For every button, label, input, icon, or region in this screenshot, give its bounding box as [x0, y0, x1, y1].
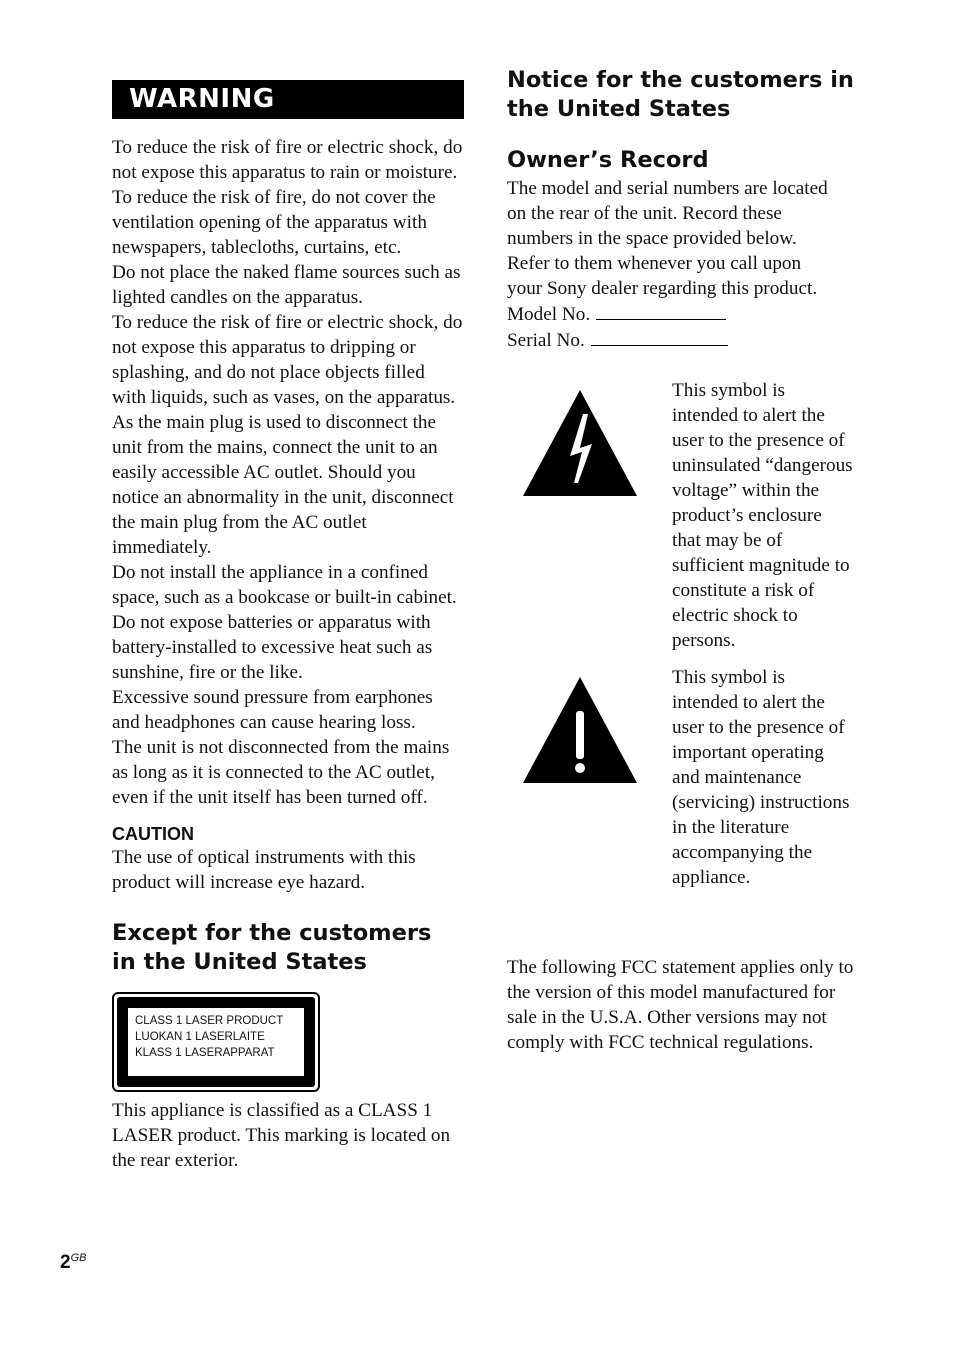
- right-column: [507, 66, 859, 1055]
- serial-number-field: [507, 327, 859, 353]
- owners-record-heading: Owner’s Record: [507, 147, 709, 173]
- laser-class-label: [112, 992, 320, 1092]
- exclamation-symbol-text: This symbol is intended to alert the user to the presence of important operating and maintenance (servicing) instructions in the literature accompanying the appliance.: [672, 667, 850, 888]
- lightning-warning-icon: [520, 386, 640, 498]
- page-number-value: 2: [60, 1252, 71, 1273]
- page-number: [60, 1252, 86, 1274]
- laser-label-line: KLASS 1 LASERAPPARAT: [135, 1047, 275, 1059]
- model-number-field: [507, 301, 859, 327]
- serial-number-blank: [591, 327, 728, 346]
- warning-text: To reduce the risk of fire or electric shock, do not expose this apparatus to rain or moisture. To reduce the risk of fire, do not cover the ventilation opening of the apparatus with newspapers, tablecloths, curtains, etc. Do not place the naked flame sources such as lighted candles on the apparatus. To reduce the risk of fire or electric shock, do not expose this apparatus to dripping or splashing, and do not place objects filled with liquids, such as vases, on the apparatus. As the main plug is used to disconnect the unit from the mains, connect the unit to an easily accessible AC outlet. Should you notice an abnormality in the unit, disconnect the main plug from the AC outlet immediately. Do not install the appliance in a confined space, such as a bookcase or built-in cabinet. Do not expose batteries or apparatus with battery-installed to excessive heat such as sunshine, fire or the like. Excessive sound pressure from earphones and headphones can cause hearing loss. The unit is not disconnected from the mains as long as it is connected to the AC outlet, even if the unit itself has been turned off.: [112, 137, 463, 808]
- lightning-symbol-text: This symbol is intended to alert the user to the presence of uninsulated “dangerous voltage” within the product’s enclosure that may be of sufficient magnitude to constitute a risk of electric shock to persons.: [672, 380, 853, 651]
- except-heading: Except for the customers in the United States: [112, 920, 432, 975]
- laser-label-line: CLASS 1 LASER PRODUCT: [135, 1015, 284, 1027]
- caution-text: The use of optical instruments with this product will increase eye hazard.: [112, 847, 416, 893]
- fcc-statement: The following FCC statement applies only to the version of this model manufactured for sale in the U.S.A. Other versions may not comply with FCC technical regulations.: [507, 957, 854, 1053]
- page-number-suffix: GB: [70, 1252, 87, 1264]
- model-number-label: Model No.: [507, 304, 591, 325]
- notice-heading: Notice for the customers in the United States: [507, 67, 854, 122]
- left-column: [112, 80, 464, 1173]
- serial-number-label: Serial No.: [507, 330, 585, 351]
- model-number-blank: [596, 301, 726, 320]
- laser-label-line: LUOKAN 1 LASERLAITE: [135, 1031, 265, 1043]
- exclamation-symbol-block: [507, 665, 859, 940]
- lightning-symbol-block: [507, 378, 859, 665]
- owners-record-text: The model and serial numbers are located on the rear of the unit. Record these numbers in the space provided below. Refer to them whenever you call upon your Sony dealer regarding this product.: [507, 178, 828, 299]
- exclamation-warning-icon: [520, 673, 640, 785]
- warning-title: WARNING: [112, 80, 464, 119]
- caution-title: CAUTION: [112, 824, 194, 844]
- laser-caption: This appliance is classified as a CLASS 1 LASER product. This marking is located on the rear exterior.: [112, 1100, 451, 1171]
